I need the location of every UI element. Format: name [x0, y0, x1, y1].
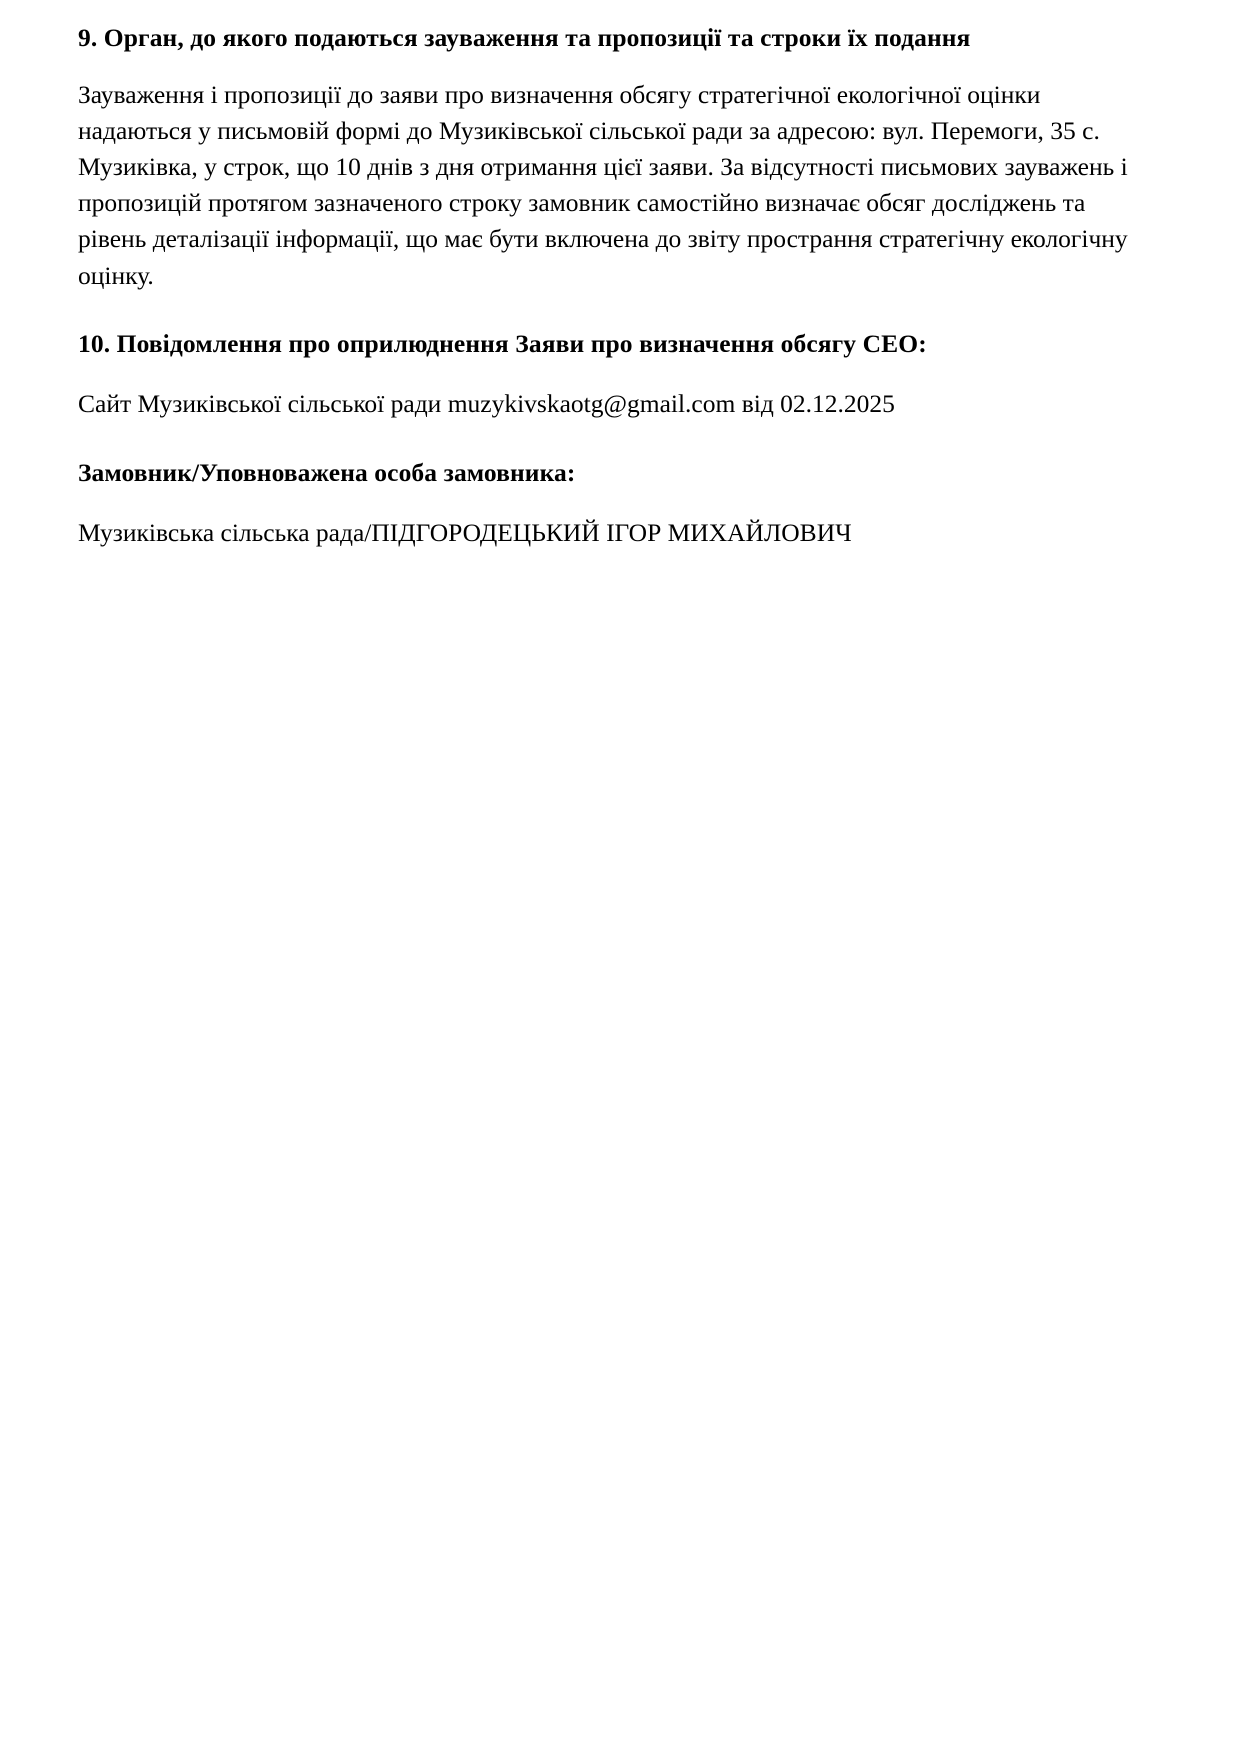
- section-body-10: Сайт Музиківської сільської ради muzykivskaotg@gmail.com від 02.12.2025: [78, 389, 895, 419]
- section-body-9: Зауваження і пропозиції до заяви про визначення обсягу стратегічної екологічної оцінки надаються у письмовій формі до Музиківської сільської ради за адресою: вул. Перемоги, 35 с. Музиківка, у строк, що 10 днів з дня отримання цієї заяви. За відсутності письмових зауважень і пропозицій протягом зазначеного строку замовник самостійно визначає обсяг досліджень та рівень деталізації інформації, що має бути включена до звіту пространня стратегічну екологічну оцінку.: [78, 79, 1128, 290]
- section-heading-9: 9. Орган, до якого подаються зауваження та пропозиції та строки їх подання: [78, 23, 971, 52]
- section-heading-10: 10. Повідомлення про оприлюднення Заяви про визначення обсягу СЕО:: [78, 328, 927, 358]
- section-body-customer: Музиківська сільська рада/ПІДГОРОДЕЦЬКИЙ ІГОР МИХАЙЛОВИЧ: [78, 518, 852, 548]
- page-bottom-spacer: [78, 552, 1160, 562]
- section-heading-customer: Замовник/Уповноважена особа замовника:: [78, 457, 576, 487]
